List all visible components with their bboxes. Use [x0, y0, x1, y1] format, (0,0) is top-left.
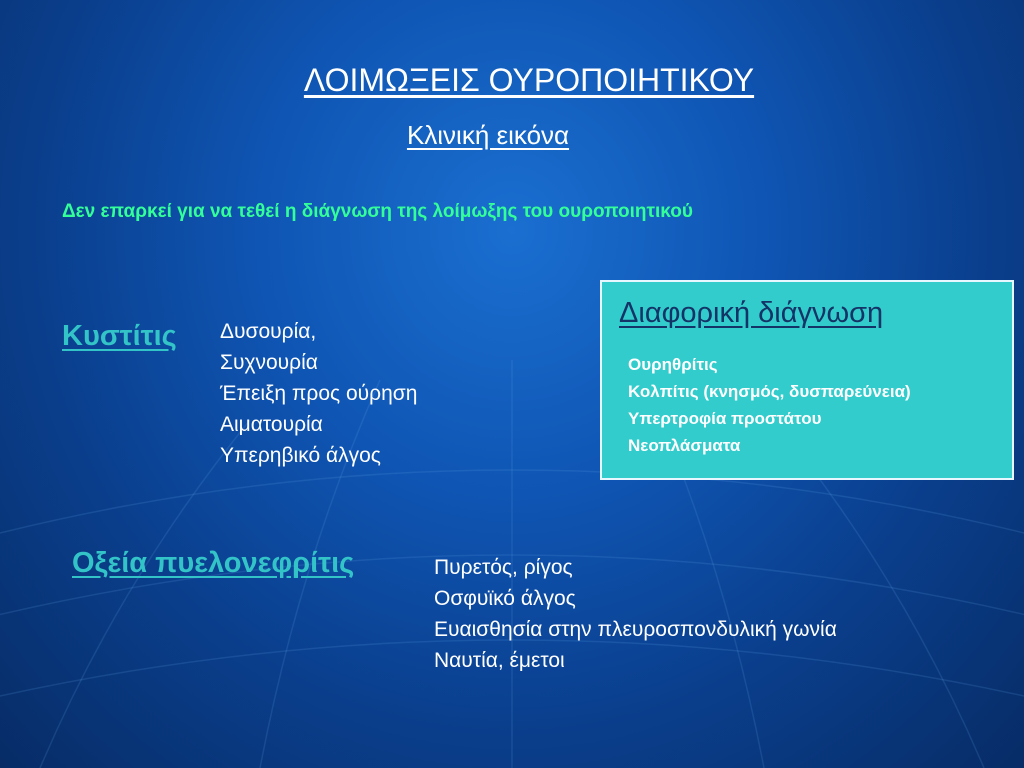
list-item: Έπειξη προς ούρηση [220, 382, 418, 405]
list-item: Υπερηβικό άλγος [220, 444, 381, 467]
differential-diagnosis-list [628, 351, 911, 459]
cystitis-symptom-list [220, 316, 417, 471]
differential-diagnosis-heading: Διαφορική διάγνωση [619, 297, 884, 329]
list-item: Δυσουρία, [220, 320, 317, 343]
list-item: Πυρετός, ρίγος [434, 556, 573, 579]
list-item: Αιματουρία [220, 413, 323, 436]
list-item: Ναυτία, έμετοι [434, 649, 565, 672]
list-item: Συχνουρία [220, 351, 318, 374]
list-item: Ευαισθησία στην πλευροσπονδυλική γωνία [434, 618, 837, 641]
pyelonephritis-heading: Οξεία πυελονεφρίτις [72, 547, 355, 579]
list-item: Ουρηθρίτις [628, 355, 718, 374]
differential-diagnosis-box [600, 280, 1014, 480]
pyelonephritis-symptom-list [434, 552, 837, 676]
slide-title: ΛΟΙΜΩΞΕΙΣ ΟΥΡΟΠΟΙΗΤΙΚΟΥ [303, 62, 755, 98]
list-item: Νεοπλάσματα [628, 436, 741, 455]
list-item: Κολπίτις (κνησμός, δυσπαρεύνεια) [628, 382, 911, 401]
slide-subtitle: Κλινική εικόνα [406, 120, 570, 150]
diagnosis-note: Δεν επαρκεί για να τεθεί η διάγνωση της λοίμωξης του ουροποιητικού [62, 201, 693, 222]
list-item: Οσφυϊκό άλγος [434, 587, 576, 610]
cystitis-heading: Κυστίτις [62, 320, 177, 352]
list-item: Υπερτροφία προστάτου [628, 409, 822, 428]
